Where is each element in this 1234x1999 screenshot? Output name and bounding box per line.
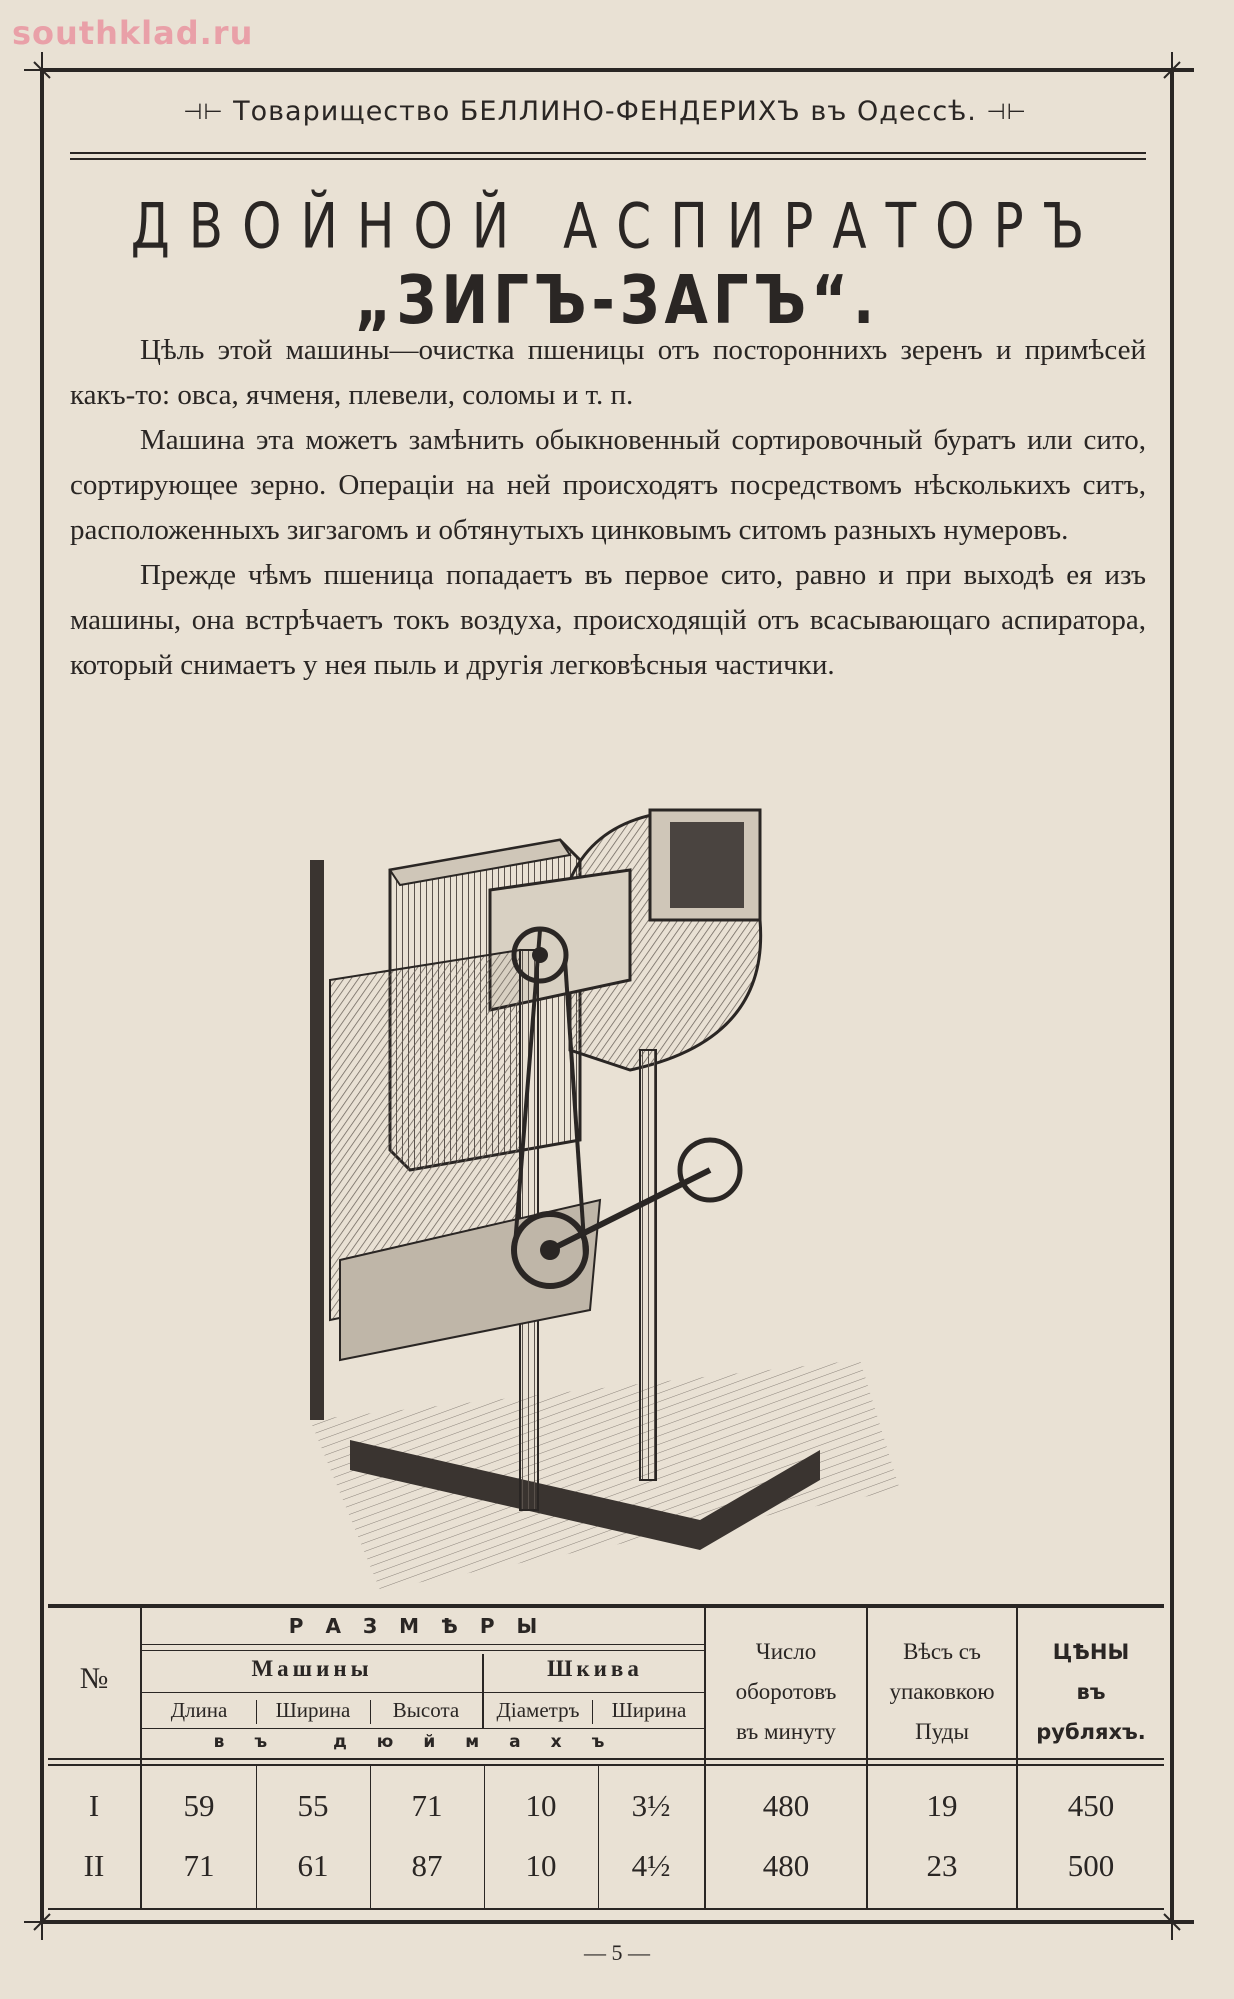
watermark: southklad.ru: [12, 14, 254, 52]
col-header-height: Высота: [392, 1698, 460, 1722]
col-header-weight: [868, 1632, 1016, 1752]
cell-height: 87: [411, 1848, 443, 1883]
col-header-pulley-width: Ширина: [611, 1698, 687, 1722]
header-rule: [70, 158, 1146, 160]
table-rule: [48, 1764, 1164, 1766]
col-header-price-line: рубляхъ.: [1036, 1720, 1146, 1744]
publisher-header: [100, 96, 1110, 127]
row-number: II: [83, 1848, 105, 1883]
col-header-price: [1018, 1632, 1164, 1752]
cell-height: 71: [411, 1788, 443, 1823]
col-header-length: Длина: [170, 1698, 228, 1722]
cell-weight: 23: [926, 1848, 958, 1883]
col-header-rpm: [706, 1632, 866, 1752]
col-header-price-line: въ: [1076, 1680, 1106, 1704]
page-title: ДВОЙНОЙ АСПИРАТОРЪ: [130, 190, 1104, 263]
cell-rpm: 480: [762, 1848, 810, 1883]
paragraph: Цѣль этой машины—очистка пшеницы отъ постороннихъ зеренъ и примѣсей какъ-то: овса, ячменя, плевели, соломы и т. п.: [70, 334, 1146, 411]
col-header-diameter: Діаметръ: [496, 1698, 580, 1722]
cell-weight: 19: [926, 1788, 958, 1823]
col-header-machine: Машины: [251, 1656, 373, 1681]
header-ornament-right: ⊣⊢: [986, 100, 1027, 125]
table-rule: [142, 1728, 706, 1729]
product-name: „ЗИГЪ-ЗАГЪ“.: [354, 262, 880, 340]
col-header-weight-line: Пуды: [915, 1719, 969, 1744]
cell-rpm: 480: [762, 1788, 810, 1823]
cell-length: 71: [183, 1848, 215, 1883]
col-header-weight-line: упаковкою: [889, 1679, 995, 1704]
col-header-pulley: Шкива: [547, 1656, 643, 1681]
frame-top-border: [40, 68, 1194, 72]
col-header-sizes: РАЗМѢРЫ: [288, 1614, 560, 1638]
frame-left-border: [40, 68, 44, 1924]
row-number: I: [88, 1788, 100, 1823]
table-rule: [142, 1692, 706, 1693]
col-header-weight-line: Вѣсъ съ: [903, 1639, 981, 1664]
table-rule: [48, 1758, 1164, 1760]
col-header-rpm-line: въ минуту: [736, 1719, 836, 1744]
col-header-rpm-line: оборотовъ: [735, 1679, 837, 1704]
frame-right-border: [1170, 68, 1174, 1924]
cell-pulley-width: 3½: [631, 1788, 671, 1823]
cell-width: 55: [297, 1788, 329, 1823]
cell-price: 500: [1067, 1848, 1115, 1883]
header-ornament-left: ⊣⊢: [183, 100, 224, 125]
table-rule: [48, 1908, 1164, 1910]
col-header-width: Ширина: [275, 1698, 351, 1722]
header-rule: [70, 152, 1146, 154]
machine-engraving: [300, 800, 920, 1600]
publisher-header-text: Товарищество БЕЛЛИНО-ФЕНДЕРИХЪ въ Одессѣ.: [233, 96, 977, 127]
specifications-table: [48, 1604, 1164, 1910]
paragraph: Машина эта можетъ замѣнить обыкновенный сортировочный буратъ или сито, сортирующее зерно. Операціи на ней происходятъ посредствомъ нѣсколькихъ ситъ, расположенныхъ зигзагомъ и обтянутыхъ цинковымъ ситомъ разныхъ нумеровъ.: [70, 424, 1146, 546]
corner-ornament-icon: [1152, 50, 1192, 90]
cell-diameter: 10: [525, 1848, 557, 1883]
table-rule: [48, 1604, 1164, 1608]
frame-bottom-border: [40, 1920, 1194, 1924]
page-number: — 5 —: [584, 1940, 650, 1965]
cell-width: 61: [297, 1848, 329, 1883]
paragraph: Прежде чѣмъ пшеница попадаетъ въ первое сито, равно и при выходѣ ея изъ машины, она встрѣчаетъ токъ воздуха, происходящій отъ всасывающаго аспиратора, который снимаетъ у нея пыль и другія легковѣсныя частички.: [70, 559, 1146, 681]
table-rule: [142, 1644, 706, 1645]
cell-diameter: 10: [525, 1788, 557, 1823]
col-header-number: №: [79, 1662, 109, 1695]
cell-price: 450: [1067, 1788, 1115, 1823]
col-header-units: въ дюймахъ: [213, 1732, 635, 1752]
corner-ornament-icon: [22, 50, 62, 90]
table-rule: [142, 1650, 706, 1651]
description: [70, 328, 1146, 688]
cell-length: 59: [183, 1788, 215, 1823]
col-header-price-line: ЦѢНЫ: [1052, 1640, 1130, 1664]
col-header-rpm-line: Число: [755, 1639, 817, 1664]
cell-pulley-width: 4½: [631, 1848, 671, 1883]
